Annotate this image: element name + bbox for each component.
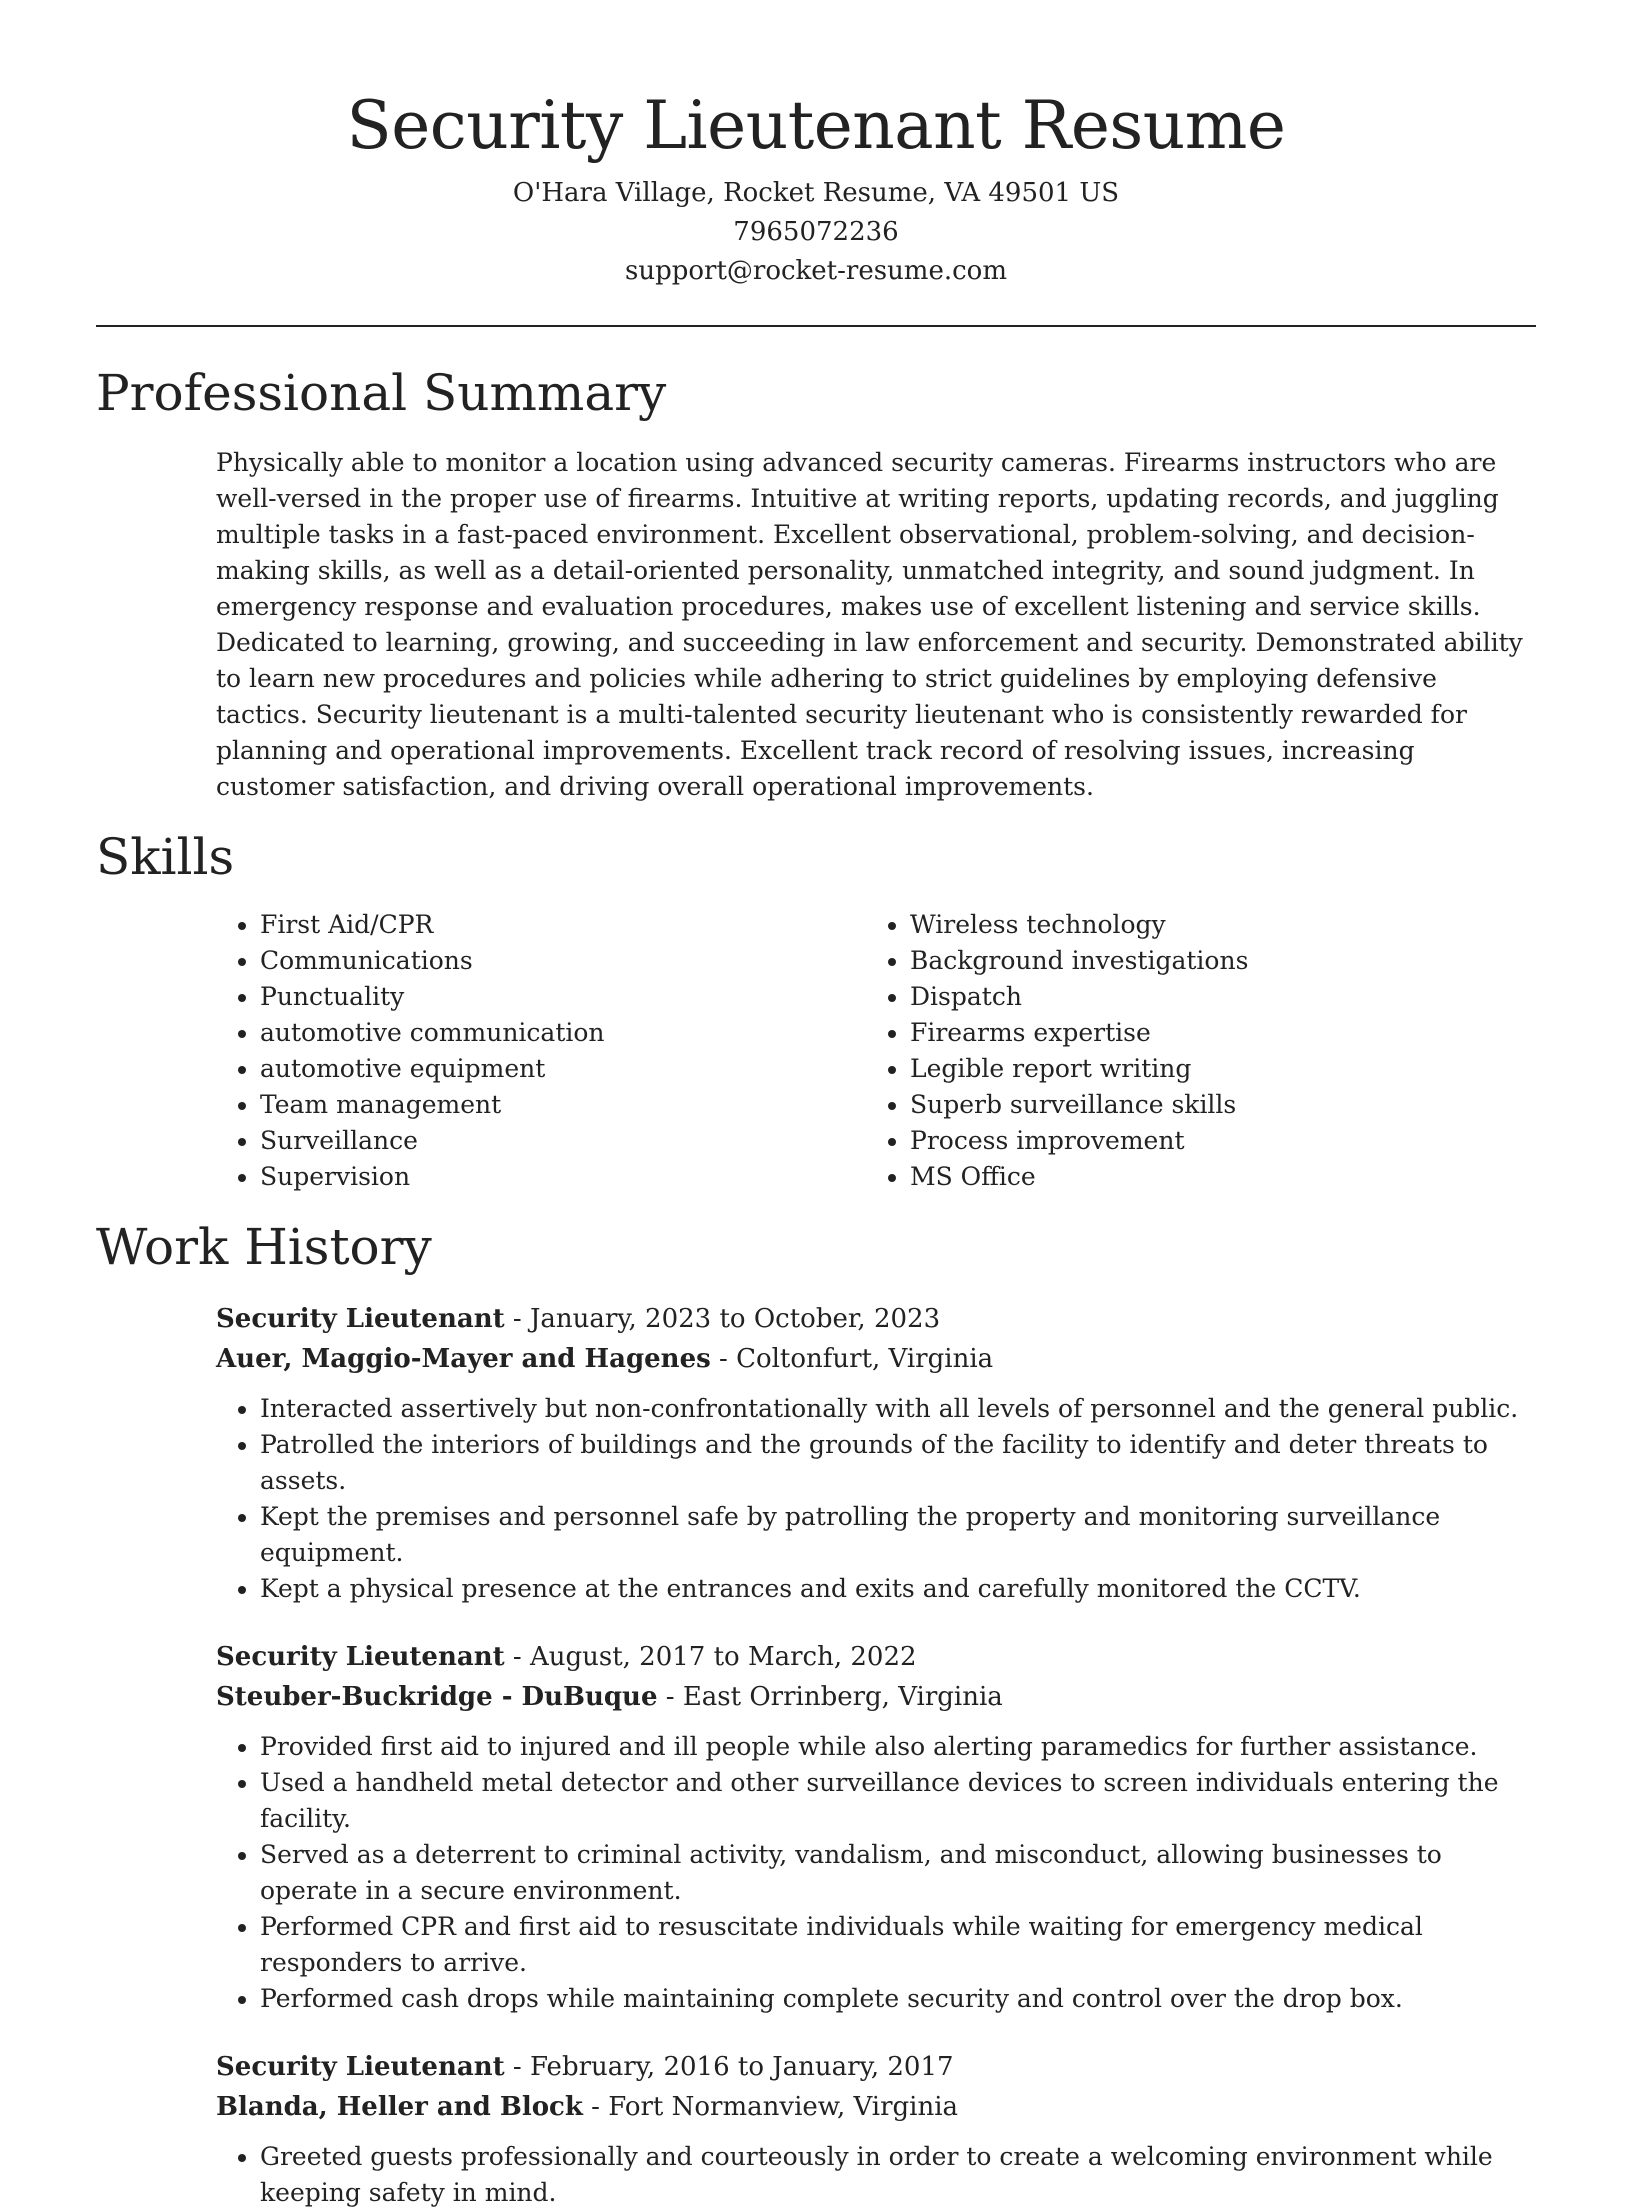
job-bullets [216,2139,1536,2211]
skill-item: • automotive equipment [260,1051,866,1087]
skills-column-right [866,907,1516,1195]
job-title: Security Lieutenant [216,1304,505,1334]
job-title-line [216,1299,1536,1339]
skill-item: • automotive communication [260,1015,866,1051]
summary-heading: Professional Summary [96,364,667,422]
job-bullet: • Kept the premises and personnel safe by patrolling the property and monitoring surveillance equipment. [260,1499,1536,1571]
job-bullets [216,1391,1536,1607]
skills-heading: Skills [96,828,235,886]
job-location: - Fort Normanview, Virginia [582,2092,959,2122]
work-history-heading: Work History [96,1218,432,1276]
header-divider [96,325,1536,327]
job-title-line [216,1637,1536,1677]
job-company: Steuber-Buckridge - DuBuque [216,1682,658,1712]
job-company-line [216,1677,1536,1717]
job-bullet: • Interacted assertively but non-confrontationally with all levels of personnel and the general public. [260,1391,1536,1427]
job-company-line [216,1339,1536,1379]
skill-item: • Surveillance [260,1123,866,1159]
skill-item: • Background investigations [910,943,1516,979]
skill-item: • Firearms expertise [910,1015,1516,1051]
skill-item: • Process improvement [910,1123,1516,1159]
job-company-line [216,2087,1536,2127]
job-bullet: • Served as a deterrent to criminal activity, vandalism, and misconduct, allowing businesses to operate in a secure environment. [260,1837,1536,1909]
skill-item: • Dispatch [910,979,1516,1015]
skill-item: • Team management [260,1087,866,1123]
contact-phone: 7965072236 [733,217,899,247]
resume-header [96,0,1536,291]
job-bullet: • Greeted guests professionally and courteously in order to create a welcoming environment while keeping safety in mind. [260,2139,1536,2211]
skill-item: • First Aid/CPR [260,907,866,943]
job-bullet: • Performed CPR and first aid to resuscitate individuals while waiting for emergency medical responders to arrive. [260,1909,1536,1981]
contact-info [96,174,1536,291]
skill-item: • MS Office [910,1159,1516,1195]
skill-item: • Superb surveillance skills [910,1087,1516,1123]
job-bullet: • Provided first aid to injured and ill people while also alerting paramedics for further assistance. [260,1729,1536,1765]
summary-section [216,445,1536,805]
job-bullet: • Kept a physical presence at the entrances and exits and carefully monitored the CCTV. [260,1571,1536,1607]
skill-item: • Communications [260,943,866,979]
job-title-line [216,2047,1536,2087]
contact-email: support@rocket-resume.com [624,256,1007,286]
job-bullet: • Used a handheld metal detector and other surveillance devices to screen individuals entering the facility. [260,1765,1536,1837]
job-entry [216,2047,1536,2211]
skills-column-left [216,907,866,1195]
job-bullet: • Performed cash drops while maintaining complete security and control over the drop box. [260,1981,1536,2017]
job-bullets [216,1729,1536,2017]
resume-title: Security Lieutenant Resume [346,87,1286,164]
job-bullet: • Patrolled the interiors of buildings and the grounds of the facility to identify and deter threats to assets. [260,1427,1536,1499]
summary-text: Physically able to monitor a location using advanced security cameras. Firearms instructors who are well-versed in the proper use of firearms. Intuitive at writing reports, updating records, and juggling multiple tasks in a fast-paced environment. Excellent observational, problem-solving, and decision-making skills, as well as a detail-oriented personality, unmatched integrity, and sound judgment. In emergency response and evaluation procedures, makes use of excellent listening and service skills. Dedicated to learning, growing, and succeeding in law enforcement and security. Demonstrated ability to learn new procedures and policies while adhering to strict guidelines by employing defensive tactics. Security lieutenant is a multi-talented security lieutenant who is consistently rewarded for planning and operational improvements. Excellent track record of resolving issues, increasing customer satisfaction, and driving overall operational improvements. [216,448,1523,801]
skills-list [216,907,1536,1195]
job-location: - Coltonfurt, Virginia [710,1344,994,1374]
job-dates: - January, 2023 to October, 2023 [504,1304,941,1334]
skill-item: • Punctuality [260,979,866,1015]
skill-item: • Legible report writing [910,1051,1516,1087]
job-dates: - August, 2017 to March, 2022 [504,1642,917,1672]
job-title: Security Lieutenant [216,2052,505,2082]
job-title: Security Lieutenant [216,1642,505,1672]
work-history-section [216,1299,1536,2211]
skill-item: • Supervision [260,1159,866,1195]
job-dates: - February, 2016 to January, 2017 [504,2052,954,2082]
job-entry [216,1299,1536,1607]
skill-item: • Wireless technology [910,907,1516,943]
job-company: Blanda, Heller and Block [216,2092,583,2122]
job-entry [216,1637,1536,2017]
job-location: - East Orrinberg, Virginia [657,1682,1003,1712]
job-company: Auer, Maggio-Mayer and Hagenes [216,1344,711,1374]
contact-address: O'Hara Village, Rocket Resume, VA 49501 US [512,178,1120,208]
